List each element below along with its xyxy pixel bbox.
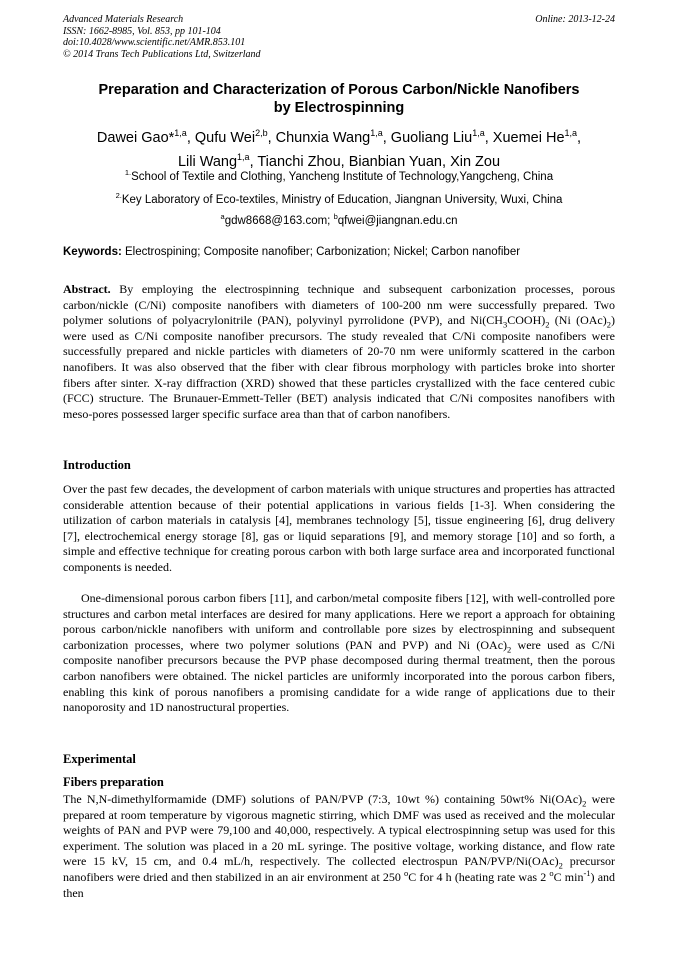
abstract <box>63 282 615 422</box>
author-name: Chunxia Wang <box>275 129 371 146</box>
affiliation-mark: 2. <box>115 191 122 200</box>
author-affiliation-mark: 1,a <box>174 128 187 138</box>
author-separator: , <box>186 129 195 146</box>
experimental-paragraph <box>63 792 615 901</box>
author-name: Qufu Wei <box>194 129 256 146</box>
email-a[interactable]: gdw8668@163.com; <box>224 214 334 227</box>
keywords-text: Electrospining; Composite nanofiber; Carbonization; Nickel; Carbon nanofiber <box>121 246 521 258</box>
author-name: Lili Wang <box>177 153 238 170</box>
author-name: Dawei Gao* <box>96 129 175 146</box>
author-affiliation-mark: 2,b <box>255 128 268 138</box>
title-line-2: by Electrospinning <box>273 100 405 116</box>
abstract-text: By employing the electrospinning technique and subsequent carbonization processes, porous carbon/nickle (C/Ni) composite nanofibers with diameters of 100-200 nm were successfully prepared. Two polymer solutions of polyacrylonitrile (PAN), polyvinyl pyrrolidone (PVP), and Ni(CH <box>63 282 615 328</box>
abstract-text: ) were used as C/Ni composite nanofiber precursors. The study revealed that C/Ni composite nanofibers were successfully prepared and nickle particles with diameters of 20-70 nm were uniformly scattered in the carbon nanofibers. It was also observed that the fiber with clear fibrous morphology with particles broke into shorter fibers after sinter. X-ray diffraction (XRD) showed that these particles crystallized with the face centered cubic (FCC) structure. The Brunauer-Emmett-Teller (BET) analysis indicated that C/Ni composites nanofibers with meso-pores possessed larger specific surface area than that of carbon nanofibers. <box>63 313 616 421</box>
author-name: Guoliang Liu <box>390 129 473 146</box>
author-name: Xin Zou <box>450 153 501 170</box>
introduction-paragraph-2 <box>63 591 615 716</box>
author-affiliation-mark: 1,a <box>237 151 250 162</box>
author-affiliation-mark: 1,a <box>370 128 383 138</box>
paragraph-text: C for 4 h (heating rate was 2 <box>408 869 550 884</box>
paragraph-text: precursor nanofibers were dried and then stabilized in an air environment at 250 <box>63 854 616 884</box>
subscript: 2 <box>582 798 587 809</box>
keywords-label: Keywords: <box>63 246 122 258</box>
author-separator: , <box>382 129 391 146</box>
paper-title <box>63 81 615 117</box>
affiliation-text: School of Textile and Clothing, Yancheng Institute of Technology,Yangcheng, China <box>131 170 554 183</box>
subscript: 2 <box>558 860 563 871</box>
paragraph-text: C min <box>553 869 584 884</box>
introduction-paragraph-1: Over the past few decades, the development of carbon materials with unique structures and properties has attracted considerable attention because of their potential applications in various fields [1-3]. When considering the utilization of carbon materials in catalysis [4], membranes technology [5], tissue engineering [6], drug delivery [7], electrochemical energy storage [8], gas or liquid separations [9], and memory storage [10] and so forth, a simple and effective technique for creating porous carbon with both large surface area and incorporated functional components is needed. <box>63 482 615 574</box>
author-separator: , <box>577 129 582 146</box>
email-mark: b <box>333 212 338 221</box>
affiliation-text: Key Laboratory of Eco-textiles, Ministry of Education, Jiangnan University, Wuxi, China <box>121 193 563 206</box>
abstract-text: COOH) <box>507 313 546 328</box>
paragraph-text: were prepared at room temperature by vigorous magnetic stirring, which DMF was used as received and the molecular weights of PAN and PVP were 79,100 and 40,000, respectively. A typical electrospinning setup was used for this experiment. The solution was placed in a 20 mL syringe. The positive voltage, working distance, and flow rate were 15 kV, 15 cm, and 0.4 mL/h, respectively. The collected electrospun PAN/PVP/Ni(OAc) <box>63 792 616 869</box>
experimental-heading: Experimental <box>63 752 136 766</box>
issn-line: ISSN: 1662-8985, Vol. 853, pp 101-104 <box>63 25 221 37</box>
author-separator: , <box>442 153 451 170</box>
online-date: Online: 2013-12-24 <box>535 14 615 25</box>
author-separator: , <box>484 129 493 146</box>
affiliation-1 <box>63 166 615 184</box>
author-list <box>63 124 615 172</box>
publication-meta <box>63 14 615 60</box>
affiliation-mark: 1. <box>124 168 132 177</box>
introduction-heading: Introduction <box>63 458 131 472</box>
title-line-1: Preparation and Characterization of Porous Carbon/Nickle Nanofibers <box>98 82 580 98</box>
author-line-1 <box>63 124 615 148</box>
author-name: Xuemei He <box>492 129 565 146</box>
author-separator: , <box>249 153 258 170</box>
abstract-text: (Ni (OAc) <box>549 313 607 328</box>
author-name: Bianbian Yuan <box>348 153 442 170</box>
author-separator: , <box>340 153 349 170</box>
journal-name: Advanced Materials Research <box>63 14 184 25</box>
author-emails <box>63 210 615 228</box>
paragraph-text: were used as C/Ni composite nanofiber precursors because the PVP phase decomposed during thermal treatment, then the porous carbon nanofibers were obtained. The nickel particles are uniformly incorporated into the porous carbon fibers, enabling this kink of porous nanofibers a promising candidate for a wide range of applications due to their nanoporosity and 1D nanostructural properties. <box>63 637 615 715</box>
subscript: 2 <box>507 644 512 655</box>
subscript: 2 <box>606 319 612 330</box>
subscript: 3 <box>502 319 508 330</box>
paragraph-text: The N,N-dimethylformamide (DMF) solutions of PAN/PVP (7:3, 10wt %) containing 50wt% Ni(OAc) <box>63 792 583 806</box>
paragraph-text: One-dimensional porous carbon fibers [11], and carbon/metal composite fibers [12], with well-controlled pore structures and carbon metal interfaces are desired for many applications. Here we report a approach for obtaining porous carbon/nickle nanofibers with uniform and controllable pore sizes by electrospinning and subsequent carbonization processes, where two polymer solutions (PAN and PVP) and Ni (OAc) <box>63 591 615 652</box>
doi-line[interactable]: doi:10.4028/www.scientific.net/AMR.853.101 <box>63 37 246 48</box>
affiliation-2 <box>63 189 615 207</box>
subscript: 2 <box>545 319 550 330</box>
keywords <box>63 245 615 259</box>
author-affiliation-mark: 1,a <box>472 128 485 138</box>
copyright-line: © 2014 Trans Tech Publications Ltd, Switzerland <box>63 48 261 60</box>
fibers-preparation-heading: Fibers preparation <box>63 775 164 789</box>
superscript: o <box>549 867 554 878</box>
email-b[interactable]: qfwei@jiangnan.edu.cn <box>337 214 458 227</box>
author-separator: , <box>267 129 276 146</box>
email-mark: a <box>220 212 225 221</box>
paragraph-text: ) and then <box>63 869 616 900</box>
abstract-label: Abstract. <box>63 282 111 296</box>
superscript: -1 <box>583 867 591 878</box>
author-affiliation-mark: 1,a <box>564 128 578 138</box>
author-name: Tianchi Zhou <box>257 153 341 170</box>
superscript: o <box>403 867 409 878</box>
